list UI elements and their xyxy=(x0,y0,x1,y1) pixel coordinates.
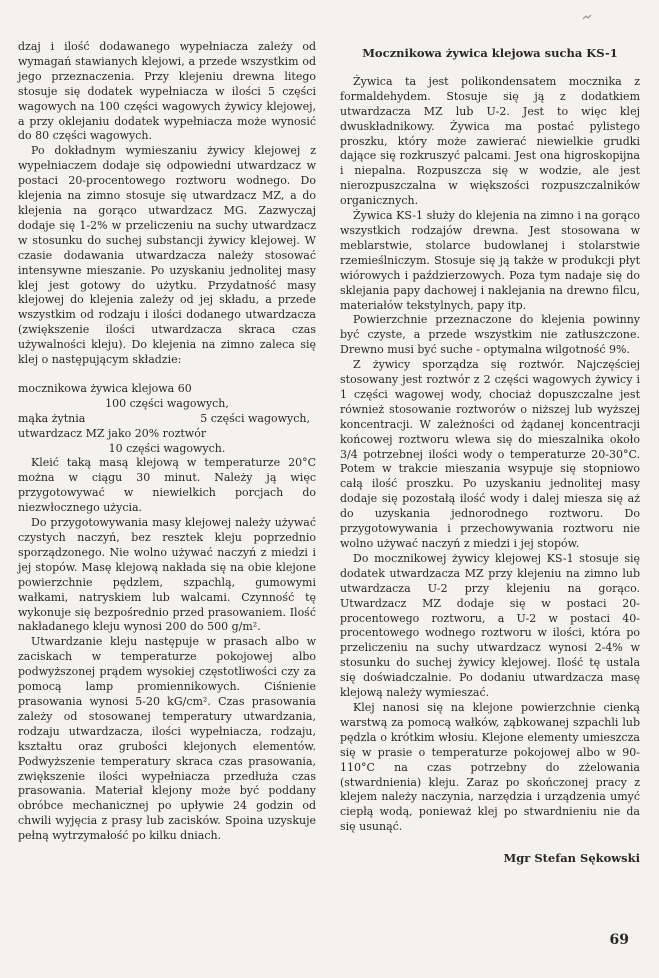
recipe-amount: 100 części wagowych, xyxy=(105,396,229,410)
paragraph: Kleić taką masą klejową w temperaturze 20°C można w ciągu 30 minut. Należy ją więc przygotowywać w niewielkich porcjach do niezwłocznego użycia. xyxy=(18,456,316,515)
author-signature: Mgr Stefan Sękowski xyxy=(503,851,640,866)
recipe-block xyxy=(18,382,316,457)
paragraph: Żywica KS-1 służy do klejenia na zimno i na gorąco wszystkich rodzajów drewna. Jest stosowana w meblarstwie, stolarce budowlanej i stolarstwie rzemieślniczym. Stosuje się ją także w produkcji płyt wiórowych i paździerzowych. Poza tym nadaje się do sklejania papy dachowej i naklejania na drewno filcu, materiałów tekstylnych, papy itp. xyxy=(340,209,640,312)
paragraph: Żywica ta jest polikondensatem mocznika z formaldehydem. Stosuje się ją z dodatkiem utwardzacza MZ lub U-2. Jest to więc klej dwuskładnikowy. Żywica ma postać pylistego proszku, który może zawierać niewielkie grudki dające się rozkruszyć palcami. Jest ona higroskopijna i niepalna. Rozpuszcza się w wodzie, ale jest nierozpuszczalna w większości rozpuszczalników organicznych. xyxy=(340,74,640,208)
page-number: 69 xyxy=(609,932,629,948)
recipe-amount: 5 części wagowych, xyxy=(200,411,310,425)
recipe-amount: 10 części wagowych. xyxy=(108,441,226,455)
paragraph: Klej nanosi się na klejone powierzchnie cienką warstwą za pomocą wałków, ząbkowanej szpachli lub pędzla o krótkim włosiu. Klejone elementy umieszcza się w prasie o temperaturze pokojowej albo w 90-110°C na czas potrzebny do zżelowania (stwardnienia) kleju. Zaraz po skończonej pracy z klejem należy naczynia, narzędzia i urządzenia umyć ciepłą wodą, ponieważ klej po stwardnieniu nie da się usunąć. xyxy=(340,700,640,834)
paragraph: Utwardzanie kleju następuje w prasach albo w zaciskach w temperaturze pokojowej albo podwyższonej prądem wysokiej częstotliwości czy za pomocą lamp promiennikowych. Ciśnienie prasowania wynosi 5-20 kG/cm². Czas prasowania zależy od stosowanej temperatury utwardzania, rodzaju utwardzacza, ilości wypełniacza, rodzaju, kształtu oraz grubości klejonych elementów. Podwyższenie temperatury skraca czas prasowania, zwiększenie ilości wypełniacza przedłuża czas prasowania. Materiał klejony może być poddany obróbce mechanicznej po upływie 24 godzin od chwili wyjęcia z prasy lub zacisków. Spoina uzyskuje pełną wytrzymałość po kilku dniach. xyxy=(18,635,316,843)
recipe-line: mocznikowa żywica klejowa 60 xyxy=(18,381,192,395)
pen-mark-icon xyxy=(582,14,592,20)
paragraph: Do mocznikowej żywicy klejowej KS-1 stosuje się dodatek utwardzacza MZ przy klejeniu na zimno lub utwardzacza U-2 przy klejeniu na gorąco. Utwardzacz MZ dodaje się w postaci 20-procentowego roztworu, a U-2 w postaci 40-procentowego wodnego roztworu w ilości, która po przeliczeniu na suchy utwardzacz wynosi 2-4% w stosunku do suchej żywicy klejowej. Ilość tę ustala się doświadczalnie. Po dodaniu utwardzacza masę klejową należy wymieszać. xyxy=(340,551,640,700)
section-heading: Mocznikowa żywica klejowa sucha KS-1 xyxy=(362,46,618,60)
paragraph: dzaj i ilość dodawanego wypełniacza zależy od wymagań stawianych klejowi, a przede wszystkim od jego przeznaczenia. Przy klejeniu drewna litego stosuje się dodatek wypełniacza w ilości 5 części wagowych na 100 części wagowych żywicy klejowej, a przy oklejaniu dodatek wypełniacza może wynosić do 80 części wagowych. xyxy=(18,40,316,143)
recipe-line: utwardzacz MZ jako 20% roztwór xyxy=(18,426,207,440)
paragraph: Do przygotowywania masy klejowej należy używać czystych naczyń, bez resztek kleju poprzednio sporządzonego. Nie wolno używać naczyń z miedzi i jej stopów. Masę klejową nakłada się na obie klejone powierzchnie pędzlem, szpachlą, gumowymi wałkami, natryskiem lub walcami. Czynność tę wykonuje się bezpośrednio przed prasowaniem. Ilość nakładanego kleju wynosi 200 do 500 g/m². xyxy=(18,516,316,634)
paragraph: Powierzchnie przeznaczone do klejenia powinny być czyste, a przede wszystkim nie zatłuszczone. Drewno musi być suche - optymalna wilgotność 9%. xyxy=(340,313,640,357)
left-column xyxy=(18,40,316,844)
recipe-row xyxy=(18,412,316,427)
paragraph: Z żywicy sporządza się roztwór. Najczęściej stosowany jest roztwór z 2 części wagowych żywicy i 1 części wagowej wody, chociaż dopuszczalne jest również stosowanie roztworów o niższej lub wyższej koncentracji. W zależności od żądanej koncentracji końcowej roztworu wlewa się do mieszalnika około 3/4 potrzebnej ilości wody o temperaturze 20-30°C. Potem w trakcie mieszania wsypuje się stopniowo całą ilość proszku. Po uzyskaniu jednolitej masy dodaje się pozostałą ilość wody i dalej miesza się aż do uzyskania jednorodnego roztworu. Do przygotowywania i przechowywania roztworu nie wolno używać naczyń z miedzi i jej stopów. xyxy=(340,358,640,550)
right-column xyxy=(340,46,640,866)
paragraph: Po dokładnym wymieszaniu żywicy klejowej z wypełniaczem dodaje się odpowiedni utwardzacz w postaci 20-procentowego roztworu wodnego. Do klejenia na zimno stosuje się utwardzacz MZ, a do klejenia na gorąco utwardzacz MG. Zazwyczaj dodaje się 1-2% w przeliczeniu na suchy utwardzacz w stosunku do suchej substancji żywicy klejowej. W czasie dodawania utwardzacza należy stosować intensywne mieszanie. Po uzyskaniu jednolitej masy klej jest gotowy do użytku. Przydatność masy klejowej do klejenia zależy od jej składu, a przede wszystkim od rodzaju i ilości dodanego utwardzacza (zwiększenie ilości utwardzacza skraca czas używalności kleju). Do klejenia na zimno zaleca się klej o następującym składzie: xyxy=(18,144,316,367)
recipe-ingredient: mąka żytnia xyxy=(18,411,86,425)
